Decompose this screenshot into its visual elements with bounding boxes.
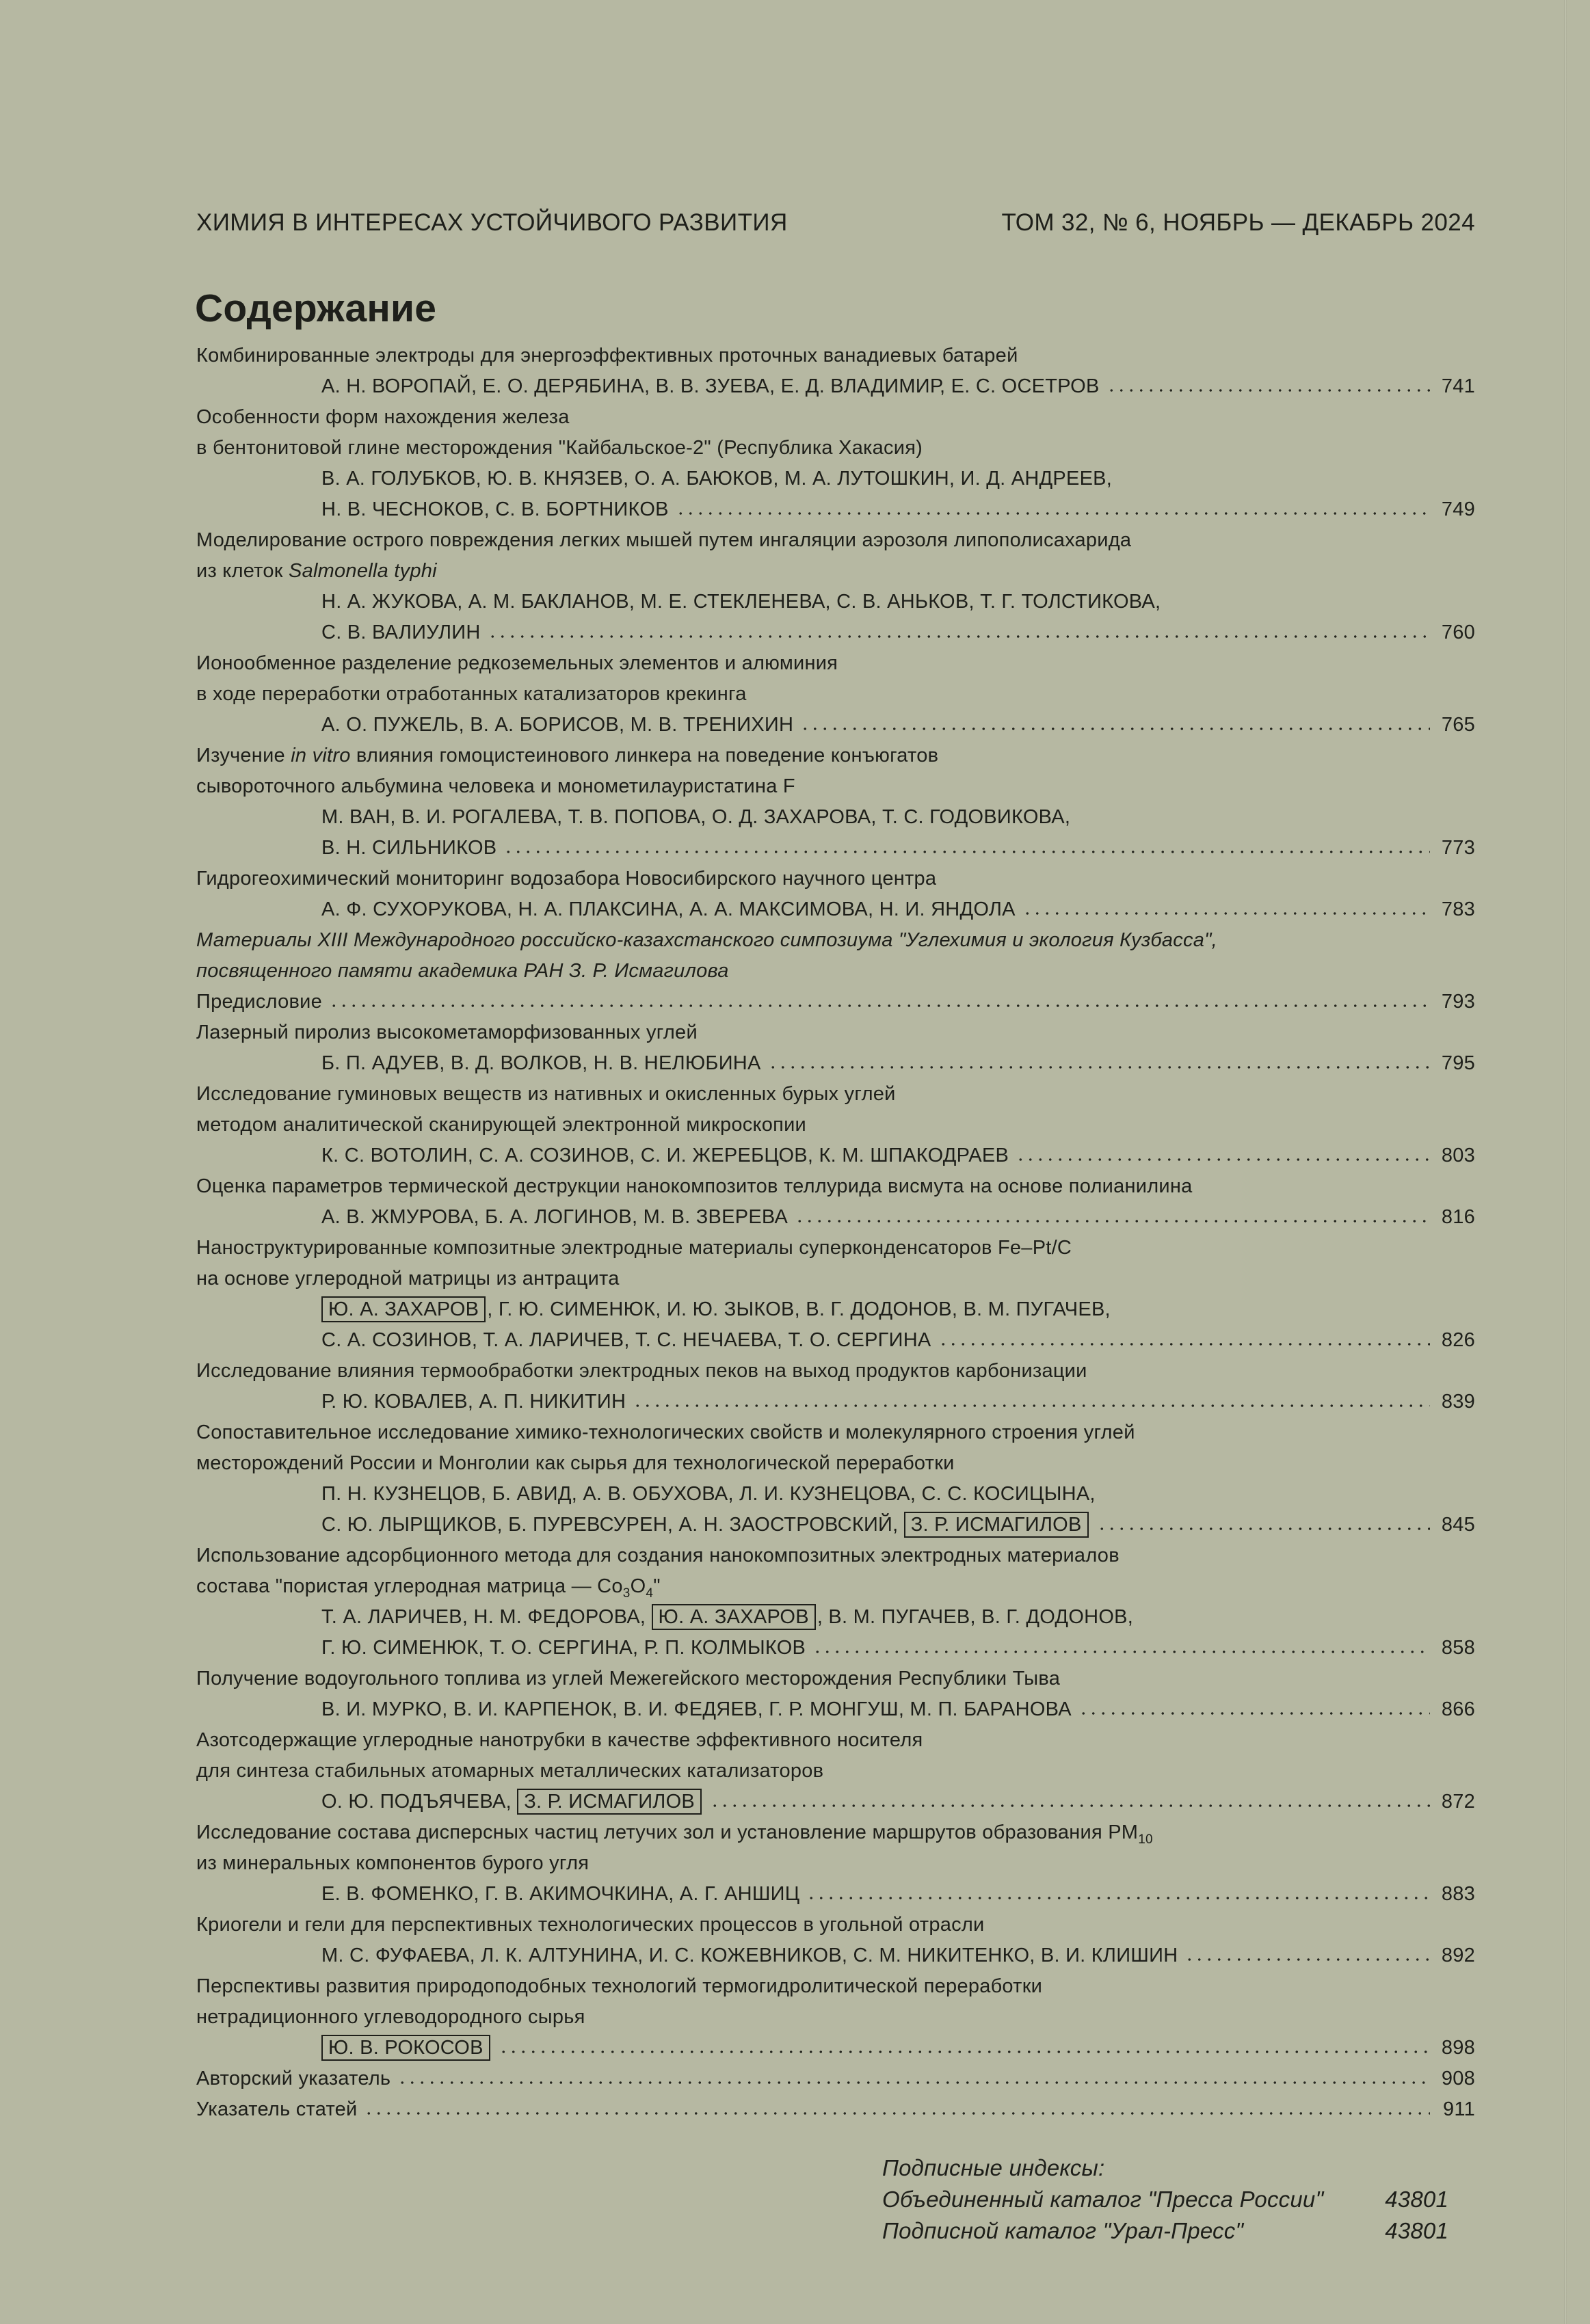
index-title: Авторский указатель bbox=[196, 2068, 391, 2089]
author-names: М. ВАН, В. И. РОГАЛЕВА, Т. В. ПОПОВА, О. Д. ЗАХАРОВА, Т. С. ГОДОВИКОВА, bbox=[321, 806, 1071, 828]
dot-leader bbox=[1184, 1955, 1430, 1962]
article-title-text: сывороточного альбумина человека и монометилауристатина F bbox=[196, 775, 795, 797]
index-title: Указатель статей bbox=[196, 2098, 358, 2120]
catalog-row bbox=[882, 2215, 1448, 2247]
author-line bbox=[196, 1879, 1475, 1910]
article-title-line bbox=[196, 679, 1475, 710]
author-names: Е. В. ФОМЕНКО, Г. В. АКИМОЧКИНА, А. Г. АНШИЦ bbox=[321, 1883, 800, 1905]
article-title-text: Перспективы развития природоподобных технологий термогидролитической переработки bbox=[196, 1975, 1043, 1997]
page-number: 839 bbox=[1441, 1391, 1475, 1413]
dot-leader bbox=[676, 509, 1430, 516]
article-title-line bbox=[196, 1233, 1475, 1264]
index-title: Предисловие bbox=[196, 991, 322, 1013]
article-title-line bbox=[196, 1571, 1475, 1602]
author-names: А. Н. ВОРОПАЙ, Е. О. ДЕРЯБИНА, В. В. ЗУЕВА, Е. Д. ВЛАДИМИР, Е. С. ОСЕТРОВ bbox=[321, 375, 1100, 397]
subscript: 3 bbox=[622, 1586, 631, 1601]
page-number: 741 bbox=[1441, 375, 1475, 397]
article-title-text: Криогели и гели для перспективных технологических процессов в угольной отрасли bbox=[196, 1914, 985, 1936]
author-line bbox=[196, 1387, 1475, 1417]
authors bbox=[321, 894, 1016, 925]
page-number: 816 bbox=[1441, 1206, 1475, 1228]
table-of-contents bbox=[196, 340, 1475, 2125]
article-title-text: Исследование влияния термообработки электродных пеков на выход продуктов карбонизации bbox=[196, 1360, 1087, 1382]
author-names: Т. А. ЛАРИЧЕВ, Н. М. ФЕДОРОВА, bbox=[321, 1606, 652, 1628]
article-title-text: из минеральных компонентов бурого угля bbox=[196, 1852, 589, 1874]
catalog-name: Подписной каталог "Урал-Пресс" bbox=[882, 2218, 1244, 2243]
authors bbox=[321, 1940, 1178, 1971]
author-line bbox=[196, 1633, 1475, 1664]
dot-leader bbox=[806, 1893, 1430, 1900]
author-line bbox=[196, 710, 1475, 740]
dot-leader bbox=[710, 1801, 1430, 1808]
index-entry bbox=[196, 987, 1475, 1017]
toc-entry bbox=[196, 864, 1475, 925]
boxed-author-name: Ю. В. РОКОСОВ bbox=[321, 2035, 490, 2061]
article-title-line bbox=[196, 1725, 1475, 1756]
contents-heading: Содержание bbox=[195, 286, 437, 330]
article-title-text: Комбинированные электроды для энергоэффективных проточных ванадиевых батарей bbox=[196, 345, 1018, 366]
author-names: О. Ю. ПОДЪЯЧЕВА, bbox=[321, 1791, 518, 1813]
article-title-text: Наноструктурированные композитные электродные материалы суперконденсаторов Fe–Pt/C bbox=[196, 1237, 1072, 1259]
toc-entry bbox=[196, 1233, 1475, 1356]
section-header bbox=[196, 925, 1475, 987]
author-names: А. Ф. СУХОРУКОВА, Н. А. ПЛАКСИНА, А. А. МАКСИМОВА, Н. И. ЯНДОЛА bbox=[321, 898, 1016, 920]
article-title-text: в ходе переработки отработанных катализаторов крекинга bbox=[196, 683, 747, 705]
author-names: Г. Ю. СИМЕНЮК, Т. О. СЕРГИНА, Р. П. КОЛМЫКОВ bbox=[321, 1637, 806, 1659]
article-title-text: Ионообменное разделение редкоземельных элементов и алюминия bbox=[196, 652, 838, 674]
page-fold-line bbox=[1564, 0, 1567, 2324]
index-entry bbox=[196, 2094, 1475, 2125]
article-title-line bbox=[196, 525, 1475, 556]
toc-entry bbox=[196, 648, 1475, 740]
author-line bbox=[196, 617, 1475, 648]
author-line bbox=[196, 1510, 1475, 1540]
catalog-row bbox=[882, 2184, 1448, 2215]
toc-entry bbox=[196, 1725, 1475, 1817]
subscription-label: Подписные индексы: bbox=[882, 2155, 1105, 2180]
toc-entry bbox=[196, 1664, 1475, 1725]
article-title-line bbox=[196, 1356, 1475, 1387]
author-line bbox=[196, 2033, 1475, 2063]
index-entry bbox=[196, 2063, 1475, 2094]
article-title-text: Изучение bbox=[196, 745, 291, 766]
author-line bbox=[196, 894, 1475, 925]
article-title-text: на основе углеродной матрицы из антрацита bbox=[196, 1268, 620, 1290]
italic-term: in vitro bbox=[291, 745, 351, 766]
toc-entry bbox=[196, 1910, 1475, 1971]
author-line bbox=[196, 1602, 1475, 1633]
authors bbox=[321, 1298, 1111, 1320]
index-line bbox=[196, 987, 1475, 1017]
toc-entry bbox=[196, 1971, 1475, 2063]
toc-entry bbox=[196, 340, 1475, 402]
authors bbox=[321, 1202, 788, 1233]
article-title-line bbox=[196, 556, 1475, 587]
article-title-line bbox=[196, 648, 1475, 679]
article-title-text: Азотсодержащие углеродные нанотрубки в качестве эффективного носителя bbox=[196, 1729, 923, 1751]
article-title-text: Получение водоугольного топлива из углей Межегейского месторождения Республики Тыва bbox=[196, 1668, 1061, 1689]
dot-leader bbox=[938, 1339, 1430, 1346]
page-number: 826 bbox=[1441, 1329, 1475, 1351]
dot-leader bbox=[329, 1001, 1430, 1008]
article-title-text: Особенности форм нахождения железа bbox=[196, 406, 570, 428]
toc-entry bbox=[196, 1540, 1475, 1664]
boxed-author-name: Ю. А. ЗАХАРОВ bbox=[321, 1296, 486, 1322]
dot-leader bbox=[800, 724, 1430, 731]
author-names: П. Н. КУЗНЕЦОВ, Б. АВИД, А. В. ОБУХОВА, Л. И. КУЗНЕЦОВА, С. С. КОСИЦЫНА, bbox=[321, 1483, 1096, 1505]
article-title-text: методом аналитической сканирующей электронной микроскопии bbox=[196, 1114, 806, 1136]
article-title-line bbox=[196, 1110, 1475, 1140]
authors bbox=[321, 833, 496, 864]
article-title-text: " bbox=[653, 1575, 661, 1597]
article-title-text: Использование адсорбционного метода для создания нанокомпозитных электродных материалов bbox=[196, 1545, 1119, 1566]
author-line bbox=[196, 494, 1475, 525]
page-number: 773 bbox=[1441, 837, 1475, 859]
author-names: В. И. МУРКО, В. И. КАРПЕНОК, В. И. ФЕДЯЕВ, Г. Р. МОНГУШ, М. П. БАРАНОВА bbox=[321, 1698, 1072, 1720]
page-number: 765 bbox=[1441, 714, 1475, 736]
author-names: В. Н. СИЛЬНИКОВ bbox=[321, 837, 497, 859]
running-header bbox=[196, 209, 1475, 237]
page-number: 795 bbox=[1441, 1052, 1475, 1074]
page-number: 883 bbox=[1441, 1883, 1475, 1905]
article-title-line bbox=[196, 1971, 1475, 2002]
authors bbox=[321, 1483, 1096, 1505]
toc-entry bbox=[196, 1817, 1475, 1910]
author-names: С. Ю. ЛЫРЩИКОВ, Б. ПУРЕВСУРЕН, А. Н. ЗАОСТРОВСКИЙ, bbox=[321, 1514, 904, 1536]
author-line bbox=[196, 1048, 1475, 1079]
article-title-text: для синтеза стабильных атомарных металлических катализаторов bbox=[196, 1760, 824, 1782]
toc-entry bbox=[196, 740, 1475, 864]
article-title-text: из клеток bbox=[196, 560, 289, 582]
author-names: С. А. СОЗИНОВ, Т. А. ЛАРИЧЕВ, Т. С. НЕЧАЕВА, Т. О. СЕРГИНА bbox=[321, 1329, 931, 1351]
article-title-text: состава "пористая углеродная матрица — Co bbox=[196, 1575, 623, 1597]
issue-info: ТОМ 32, № 6, НОЯБРЬ — ДЕКАБРЬ 2024 bbox=[1001, 209, 1475, 236]
author-line bbox=[196, 1202, 1475, 1233]
author-line bbox=[196, 371, 1475, 402]
article-title-text: Сопоставительное исследование химико-технологических свойств и молекулярного строения углей bbox=[196, 1421, 1135, 1443]
author-line bbox=[196, 1294, 1475, 1325]
page-number: 845 bbox=[1441, 1514, 1475, 1536]
dot-leader bbox=[364, 2109, 1430, 2115]
authors bbox=[321, 371, 1100, 402]
authors bbox=[321, 494, 669, 525]
article-title-line bbox=[196, 1264, 1475, 1294]
article-title-line bbox=[196, 1540, 1475, 1571]
dot-leader bbox=[1022, 909, 1430, 916]
authors bbox=[321, 2033, 492, 2063]
page-number: 892 bbox=[1441, 1945, 1475, 1966]
author-names: Р. Ю. КОВАЛЕВ, А. П. НИКИТИН bbox=[321, 1391, 626, 1413]
section-title-line: посвященного памяти академика РАН З. Р. Исмагилова bbox=[196, 960, 729, 982]
author-names: , Г. Ю. СИМЕНЮК, И. Ю. ЗЫКОВ, В. Г. ДОДОНОВ, В. М. ПУГАЧЕВ, bbox=[487, 1298, 1111, 1320]
article-title-text: Исследование состава дисперсных частиц летучих зол и установление маршрутов образования PM bbox=[196, 1821, 1139, 1843]
article-title-text: O bbox=[630, 1575, 646, 1597]
subscription-indexes bbox=[882, 2152, 1448, 2247]
article-title-line bbox=[196, 1448, 1475, 1479]
author-line bbox=[196, 802, 1475, 833]
article-title-line bbox=[196, 433, 1475, 464]
dot-leader bbox=[1078, 1709, 1430, 1715]
author-names: В. А. ГОЛУБКОВ, Ю. В. КНЯЗЕВ, О. А. БАЮКОВ, М. А. ЛУТОШКИН, И. Д. АНДРЕЕВ, bbox=[321, 468, 1113, 490]
catalog-index: 43801 bbox=[1385, 2187, 1448, 2212]
article-title-text: влияния гомоцистеинового линкера на поведение конъюгатов bbox=[350, 745, 939, 766]
catalog-index: 43801 bbox=[1385, 2218, 1448, 2243]
boxed-author-name: Ю. А. ЗАХАРОВ bbox=[652, 1604, 816, 1630]
authors bbox=[321, 1879, 799, 1910]
page-number: 866 bbox=[1441, 1698, 1475, 1720]
article-title-line bbox=[196, 1817, 1475, 1848]
toc-entry bbox=[196, 1017, 1475, 1079]
article-title-text: Гидрогеохимический мониторинг водозабора Новосибирского научного центра bbox=[196, 868, 937, 890]
article-title-line bbox=[196, 864, 1475, 894]
article-title-line bbox=[196, 340, 1475, 371]
authors bbox=[321, 1048, 761, 1079]
dot-leader bbox=[1016, 1155, 1430, 1162]
author-line bbox=[196, 587, 1475, 617]
toc-entry bbox=[196, 1356, 1475, 1417]
subscript: 10 bbox=[1138, 1832, 1153, 1847]
authors bbox=[321, 1325, 931, 1356]
article-title-text: Оценка параметров термической деструкции нанокомпозитов теллурида висмута на основе полианилина bbox=[196, 1175, 1193, 1197]
author-names: С. В. ВАЛИУЛИН bbox=[321, 622, 481, 643]
authors bbox=[321, 1633, 806, 1664]
dot-leader bbox=[795, 1216, 1430, 1223]
article-title-line bbox=[196, 1171, 1475, 1202]
index-line bbox=[196, 2063, 1475, 2094]
author-line bbox=[196, 833, 1475, 864]
authors bbox=[321, 617, 481, 648]
dot-leader bbox=[397, 2078, 1430, 2085]
author-line bbox=[196, 1940, 1475, 1971]
article-title-text: Моделирование острого повреждения легких мышей путем ингаляции аэрозоля липополисахарида bbox=[196, 529, 1132, 551]
authors bbox=[321, 1606, 1133, 1628]
page-number: 911 bbox=[1443, 2098, 1475, 2120]
dot-leader bbox=[1097, 1524, 1430, 1531]
authors bbox=[321, 468, 1112, 490]
section-title-line: Материалы XIII Международного российско-казахстанского симпозиума "Углехимия и экология Кузбасса", bbox=[196, 929, 1217, 951]
boxed-author-name: З. Р. ИСМАГИЛОВ bbox=[904, 1512, 1089, 1538]
dot-leader bbox=[503, 847, 1430, 854]
dot-leader bbox=[768, 1063, 1430, 1069]
toc-entry bbox=[196, 1171, 1475, 1233]
article-title-line bbox=[196, 1079, 1475, 1110]
toc-entry bbox=[196, 402, 1475, 525]
page-number: 783 bbox=[1441, 898, 1475, 920]
page-number: 760 bbox=[1441, 622, 1475, 643]
author-names: , В. М. ПУГАЧЕВ, В. Г. ДОДОНОВ, bbox=[817, 1606, 1134, 1628]
page-number: 858 bbox=[1441, 1637, 1475, 1659]
author-names: Н. В. ЧЕСНОКОВ, С. В. БОРТНИКОВ bbox=[321, 498, 669, 520]
dot-leader bbox=[812, 1647, 1430, 1654]
article-title-text: Исследование гуминовых веществ из нативных и окисленных бурых углей bbox=[196, 1083, 896, 1105]
toc-entry bbox=[196, 1079, 1475, 1171]
author-line bbox=[196, 1325, 1475, 1356]
author-line bbox=[196, 1694, 1475, 1725]
page-number: 749 bbox=[1441, 498, 1475, 520]
article-title-line bbox=[196, 1664, 1475, 1694]
author-line bbox=[196, 464, 1475, 494]
author-names: Н. А. ЖУКОВА, А. М. БАКЛАНОВ, М. Е. СТЕКЛЕНЕВА, С. В. АНЬКОВ, Т. Г. ТОЛСТИКОВА, bbox=[321, 591, 1161, 613]
article-title-text: нетрадиционного углеводородного сырья bbox=[196, 2006, 585, 2028]
author-names: К. С. ВОТОЛИН, С. А. СОЗИНОВ, С. И. ЖЕРЕБЦОВ, К. М. ШПАКОДРАЕВ bbox=[321, 1145, 1009, 1166]
toc-entry bbox=[196, 525, 1475, 648]
dot-leader bbox=[488, 632, 1430, 639]
page-number: 908 bbox=[1441, 2068, 1475, 2089]
article-title-text: месторождений России и Монголии как сырья для технологической переработки bbox=[196, 1452, 955, 1474]
authors bbox=[321, 591, 1161, 613]
article-title-line bbox=[196, 771, 1475, 802]
authors bbox=[321, 806, 1070, 828]
author-line bbox=[196, 1479, 1475, 1510]
article-title-line bbox=[196, 1848, 1475, 1879]
dot-leader bbox=[633, 1401, 1430, 1408]
article-title-line bbox=[196, 740, 1475, 771]
author-line bbox=[196, 1787, 1475, 1817]
authors bbox=[321, 1787, 703, 1817]
catalog-name: Объединенный каталог "Пресса России" bbox=[882, 2187, 1324, 2212]
authors bbox=[321, 710, 793, 740]
page-number: 793 bbox=[1441, 991, 1475, 1013]
page-number: 898 bbox=[1441, 2037, 1475, 2059]
dot-leader bbox=[1107, 386, 1430, 392]
italic-term: Salmonella typhi bbox=[288, 560, 437, 582]
author-names: А. О. ПУЖЕЛЬ, В. А. БОРИСОВ, М. В. ТРЕНИХИН bbox=[321, 714, 794, 736]
dot-leader bbox=[499, 2047, 1430, 2054]
article-title-line bbox=[196, 402, 1475, 433]
page-number: 872 bbox=[1441, 1791, 1475, 1813]
boxed-author-name: З. Р. ИСМАГИЛОВ bbox=[517, 1789, 702, 1815]
author-names: А. В. ЖМУРОВА, Б. А. ЛОГИНОВ, М. В. ЗВЕРЕВА bbox=[321, 1206, 789, 1228]
article-title-line bbox=[196, 1910, 1475, 1940]
article-title-line bbox=[196, 1017, 1475, 1048]
authors bbox=[321, 1387, 626, 1417]
article-title-line bbox=[196, 2002, 1475, 2033]
article-title-line bbox=[196, 1756, 1475, 1787]
authors bbox=[321, 1510, 1090, 1540]
page-number: 803 bbox=[1441, 1145, 1475, 1166]
authors bbox=[321, 1140, 1009, 1171]
author-names: М. С. ФУФАЕВА, Л. К. АЛТУНИНА, И. С. КОЖЕВНИКОВ, С. М. НИКИТЕНКО, В. И. КЛИШИН bbox=[321, 1945, 1178, 1966]
author-names: Б. П. АДУЕВ, В. Д. ВОЛКОВ, Н. В. НЕЛЮБИНА bbox=[321, 1052, 761, 1074]
article-title-text: в бентонитовой глине месторождения "Кайбальское-2" (Республика Хакасия) bbox=[196, 437, 923, 459]
toc-entry bbox=[196, 1417, 1475, 1540]
article-title-text: Лазерный пиролиз высокометаморфизованных углей bbox=[196, 1021, 698, 1043]
author-line bbox=[196, 1140, 1475, 1171]
index-line bbox=[196, 2094, 1475, 2125]
article-title-line bbox=[196, 1417, 1475, 1448]
authors bbox=[321, 1694, 1072, 1725]
subscript: 4 bbox=[646, 1586, 654, 1601]
journal-title: ХИМИЯ В ИНТЕРЕСАХ УСТОЙЧИВОГО РАЗВИТИЯ bbox=[196, 209, 788, 236]
